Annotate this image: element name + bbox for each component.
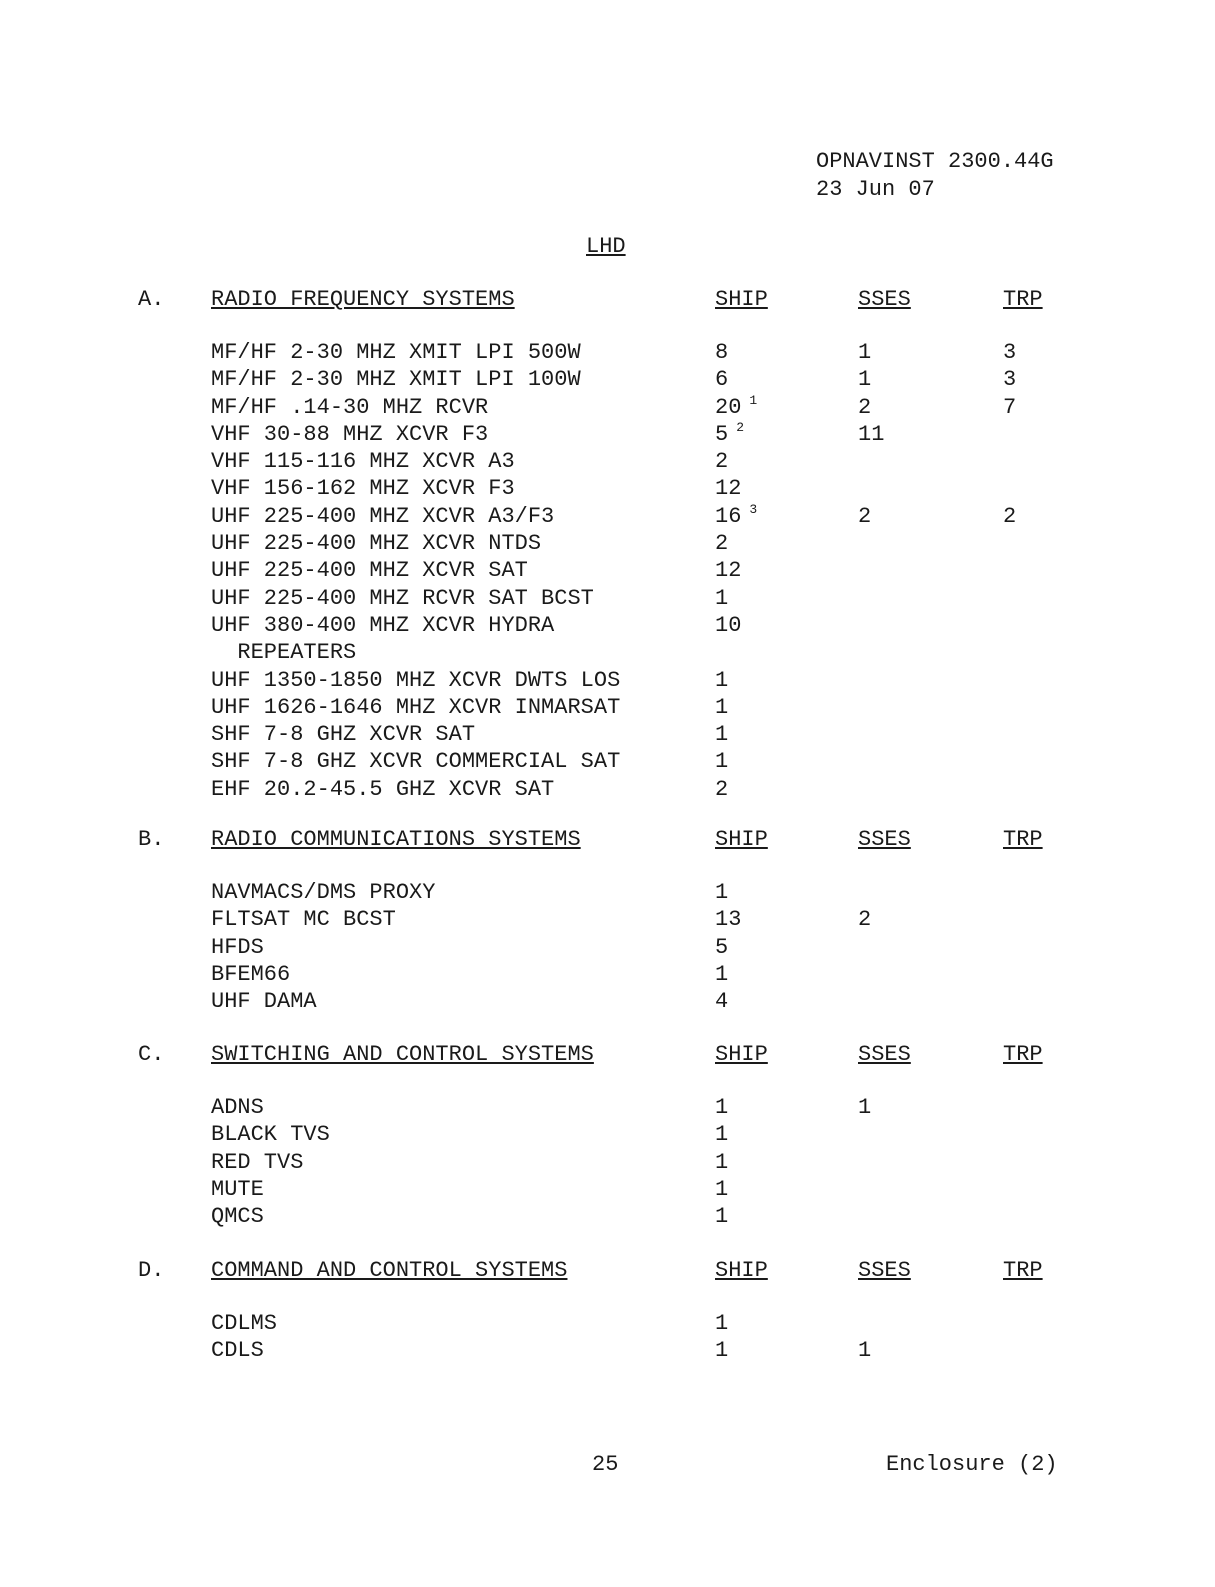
system-name: MF/HF 2-30 MHZ XMIT LPI 500W (211, 340, 581, 365)
column-header-sses: SSES (858, 287, 911, 312)
system-name: UHF 1350-1850 MHZ XCVR DWTS LOS (211, 667, 621, 693)
section-letter: C. (138, 1042, 165, 1067)
ship-count-cell (715, 394, 771, 423)
section-header (0, 827, 1215, 855)
trp-count: 2 (1003, 503, 1017, 529)
ship-count-cell (715, 503, 771, 532)
system-name: SHF 7-8 GHZ XCVR COMMERCIAL SAT (211, 749, 621, 775)
section (0, 827, 1215, 1015)
column-header-sses: SSES (858, 827, 911, 852)
table-row (0, 612, 1215, 639)
section-letter: B. (138, 827, 165, 852)
table-row (0, 988, 1215, 1015)
system-name: UHF 225-400 MHZ RCVR SAT BCST (211, 585, 594, 611)
system-name: UHF DAMA (211, 989, 317, 1015)
ship-count-cell (715, 475, 771, 502)
ship-count-cell (715, 1149, 771, 1176)
system-name: VHF 156-162 MHZ XCVR F3 (211, 476, 515, 502)
section-letter: A. (138, 287, 165, 312)
section-items (0, 1310, 1215, 1365)
table-row (0, 934, 1215, 961)
table-row (0, 1094, 1215, 1121)
trp-count: 3 (1003, 340, 1017, 365)
ship-count-cell (715, 585, 771, 612)
column-header-trp: TRP (1003, 1042, 1043, 1067)
table-row (0, 776, 1215, 803)
ship-count: 1 (715, 722, 729, 748)
system-name: BLACK TVS (211, 1122, 330, 1148)
section (0, 1258, 1215, 1365)
ship-count: 12 (715, 476, 742, 502)
ship-count-cell (715, 339, 771, 366)
section-header (0, 287, 1215, 315)
ship-count-cell (715, 1337, 771, 1364)
ship-count-cell (715, 421, 771, 450)
section-letter: D. (138, 1258, 165, 1283)
ship-count: 1 (715, 880, 729, 905)
ship-count-cell (715, 1203, 771, 1230)
section-header (0, 1258, 1215, 1286)
section-items (0, 1094, 1215, 1230)
table-row (0, 1310, 1215, 1337)
ship-count: 5 (715, 934, 729, 960)
ship-count-cell (715, 934, 771, 961)
page-number: 25 (592, 1452, 619, 1477)
table-row (0, 639, 1215, 666)
table-row (0, 557, 1215, 584)
instruction-number: OPNAVINST 2300.44G (816, 149, 1054, 174)
table-row (0, 585, 1215, 612)
system-name: UHF 1626-1646 MHZ XCVR INMARSAT (211, 694, 621, 720)
system-name: FLTSAT MC BCST (211, 907, 396, 933)
section-title: RADIO COMMUNICATIONS SYSTEMS (211, 827, 581, 852)
ship-count: 4 (715, 989, 729, 1015)
system-name: SHF 7-8 GHZ XCVR SAT (211, 722, 476, 748)
ship-count: 1 (715, 667, 729, 693)
sses-count: 2 (858, 503, 872, 529)
system-name: MUTE (211, 1176, 264, 1202)
table-row (0, 448, 1215, 475)
system-name: VHF 30-88 MHZ XCVR F3 (211, 421, 489, 447)
ship-count: 1 (715, 1204, 729, 1230)
ship-count-cell (715, 1094, 771, 1121)
system-name: VHF 115-116 MHZ XCVR A3 (211, 449, 515, 475)
table-row (0, 366, 1215, 393)
ship-count: 1 (715, 1095, 729, 1120)
column-header-ship: SHIP (715, 1042, 768, 1067)
table-row (0, 421, 1215, 448)
footnote-marker: 3 (749, 501, 758, 517)
column-header-sses: SSES (858, 1042, 911, 1067)
table-row (0, 667, 1215, 694)
system-name: MF/HF .14-30 MHZ RCVR (211, 394, 489, 420)
column-header-sses: SSES (858, 1258, 911, 1283)
ship-count: 6 (715, 367, 729, 393)
ship-count: 20 (715, 394, 742, 420)
table-row (0, 530, 1215, 557)
table-row (0, 339, 1215, 366)
table-row (0, 1337, 1215, 1364)
system-name: QMCS (211, 1204, 264, 1230)
section (0, 287, 1215, 803)
ship-count-cell (715, 776, 771, 803)
trp-count: 3 (1003, 367, 1017, 393)
system-name: REPEATERS (211, 640, 357, 666)
sses-count: 1 (858, 1338, 872, 1364)
footnote-marker: 1 (749, 392, 758, 408)
ship-count: 1 (715, 585, 729, 611)
ship-count-cell (715, 557, 771, 584)
system-name: CDLS (211, 1338, 264, 1364)
system-name: UHF 380-400 MHZ XCVR HYDRA (211, 612, 555, 638)
ship-count: 1 (715, 1122, 729, 1148)
column-header-ship: SHIP (715, 827, 768, 852)
section-header (0, 1042, 1215, 1070)
section-items (0, 339, 1215, 803)
ship-count-cell (715, 988, 771, 1015)
ship-count-cell (715, 721, 771, 748)
ship-count-cell (715, 667, 771, 694)
section-title: RADIO FREQUENCY SYSTEMS (211, 287, 515, 312)
ship-count: 1 (715, 694, 729, 720)
ship-count: 5 (715, 421, 729, 447)
system-name: RED TVS (211, 1149, 304, 1175)
ship-count-cell (715, 448, 771, 475)
system-name: UHF 225-400 MHZ XCVR NTDS (211, 531, 542, 557)
sses-count: 11 (858, 421, 885, 447)
sses-count: 2 (858, 907, 872, 933)
ship-count-cell (715, 748, 771, 775)
sses-count: 1 (858, 1095, 872, 1120)
column-header-ship: SHIP (715, 287, 768, 312)
system-name: UHF 225-400 MHZ XCVR A3/F3 (211, 503, 555, 529)
ship-count: 1 (715, 961, 729, 987)
sses-count: 2 (858, 394, 872, 420)
document-date: 23 Jun 07 (816, 177, 935, 202)
table-row (0, 721, 1215, 748)
table-row (0, 503, 1215, 530)
page-title: LHD (586, 234, 626, 259)
ship-count-cell (715, 612, 771, 639)
footnote-marker: 2 (736, 419, 745, 435)
section-items (0, 879, 1215, 1015)
ship-count: 1 (715, 1149, 729, 1175)
ship-count-cell (715, 1310, 771, 1337)
table-row (0, 1176, 1215, 1203)
ship-count: 10 (715, 612, 742, 638)
ship-count-cell (715, 879, 771, 906)
ship-count-cell (715, 366, 771, 393)
ship-count: 13 (715, 907, 742, 933)
ship-count-cell (715, 1121, 771, 1148)
system-name: UHF 225-400 MHZ XCVR SAT (211, 558, 528, 584)
document-header (816, 148, 1054, 204)
system-name: MF/HF 2-30 MHZ XMIT LPI 100W (211, 367, 581, 393)
table-row (0, 394, 1215, 421)
system-name: HFDS (211, 934, 264, 960)
sses-count: 1 (858, 340, 872, 365)
ship-count: 1 (715, 1311, 729, 1336)
ship-count: 1 (715, 1176, 729, 1202)
table-row (0, 879, 1215, 906)
section (0, 1042, 1215, 1230)
ship-count: 16 (715, 503, 742, 529)
table-row (0, 748, 1215, 775)
column-header-trp: TRP (1003, 1258, 1043, 1283)
section-title: COMMAND AND CONTROL SYSTEMS (211, 1258, 568, 1283)
sses-count: 1 (858, 367, 872, 393)
ship-count-cell (715, 961, 771, 988)
ship-count: 12 (715, 558, 742, 584)
table-row (0, 475, 1215, 502)
system-name: NAVMACS/DMS PROXY (211, 880, 436, 905)
trp-count: 7 (1003, 394, 1017, 420)
table-row (0, 1121, 1215, 1148)
ship-count: 2 (715, 776, 729, 802)
section-title: SWITCHING AND CONTROL SYSTEMS (211, 1042, 594, 1067)
ship-count-cell (715, 1176, 771, 1203)
ship-count: 2 (715, 449, 729, 475)
ship-count: 1 (715, 1338, 729, 1364)
column-header-trp: TRP (1003, 287, 1043, 312)
column-header-trp: TRP (1003, 827, 1043, 852)
column-header-ship: SHIP (715, 1258, 768, 1283)
ship-count-cell (715, 694, 771, 721)
table-row (0, 1203, 1215, 1230)
enclosure-label: Enclosure (2) (886, 1452, 1058, 1477)
ship-count-cell (715, 906, 771, 933)
system-name: BFEM66 (211, 961, 291, 987)
system-name: ADNS (211, 1095, 264, 1120)
table-row (0, 1149, 1215, 1176)
ship-count: 8 (715, 340, 729, 365)
ship-count: 1 (715, 749, 729, 775)
table-row (0, 906, 1215, 933)
table-row (0, 694, 1215, 721)
system-name: CDLMS (211, 1311, 278, 1336)
table-row (0, 961, 1215, 988)
ship-count-cell (715, 530, 771, 557)
system-name: EHF 20.2-45.5 GHZ XCVR SAT (211, 776, 555, 802)
ship-count: 2 (715, 531, 729, 557)
